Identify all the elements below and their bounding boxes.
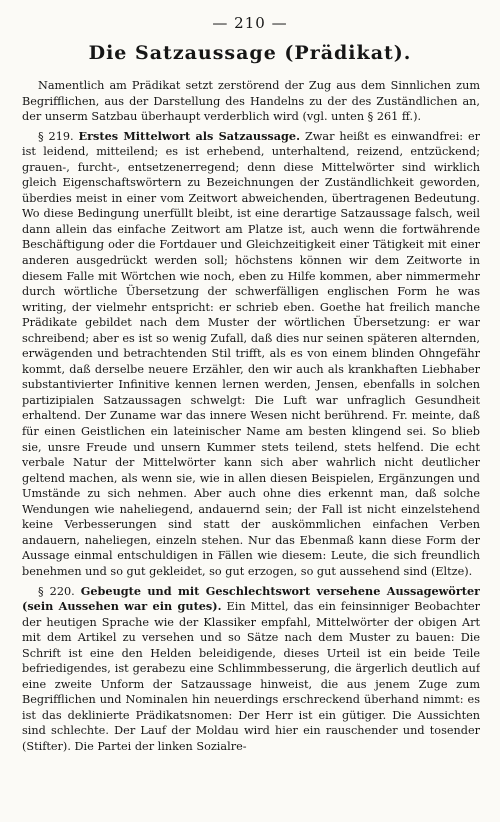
paragraph-section-220 (22, 584, 480, 755)
paragraph-text: Ein Mittel, das ein feinsinniger Beobachter der heutigen Sprache wie der Klassiker empfahl, Mittelwörter der obigen Art mit dem Artikel zu versehen und so Sätze nach dem Muster zu bauen: Die Schrift ist eine den Helden beleidigende, dieses Urteil ist ein beide Teile befriedigendes, ist gerabezu eine Schlimmbesserung, die ärgerlich deutlich auf eine zweite Unform der Satzaussage hinweist, die aus jenem Zuge zum Begrifflichen und Nominalen hin neuerdings erschreckend überhand nimmt: es ist das deklinierte Prädikatsnomen: Der Herr ist ein gütiger. Die Aussichten sind schlechte. Der Lauf der Moldau wird hier ein rauschender und tosender (Stifter). Die Partei der linken Sozialre- (22, 600, 480, 753)
section-number: § 219. (38, 129, 74, 143)
paragraph-text: Zwar heißt es einwandfrei: er ist leidend, mitteilend; es ist erhebend, unterhaltend, reizend, entzückend; grauen-, furcht-, entsetzenerregend; denn diese Mittelwörter sind wirklich gleich Eigenschaftswörtern zu Bezeichnungen der Zuständlichkeit geworden, überdies meist in einer vom Zeitwort abweichenden, übertragenen Bedeutung. Wo diese Bedingung unerfüllt bleibt, ist eine derartige Satzaussage falsch, weil dann allein das einfache Zeitwort am Platze ist, auch wenn die fortwährende Beschäftigung oder die Fortdauer und Gleichzeitigkeit einer Tätigkeit mit einer anderen ausgedrückt werden soll; höchstens können wir dem Zeitworte in diesem Falle mit Wörtchen wie noch, eben zu Hilfe kommen, aber nimmermehr durch wörtliche Übersetzung der schwerfälligen englischen Form he was writing, der vielmehr entspricht: er schrieb eben. Goethe hat freilich manche Prädikate gebildet nach dem Muster der wörtlichen Übersetzung: er war schreibend; aber es ist so wenig Zufall, daß dies nur seinen späteren alternden, erwägenden und betrachtenden Stil trifft, als es von einem blinden Ohngefähr kommt, daß derselbe neuere Erzähler, den wir auch als krankhaften Liebhaber substantivierter Infinitive kennen lernen werden, Jensen, ebenfalls in solchen partizipialen Satzaussagen schwelgt: Die Luft war unfraglich Gesundheit erhaltend. Der Zuname war das innere Wesen nicht berührend. Fr. meinte, daß für einen Geistlichen ein lateinischer Name am besten klingend sei. So blieb sie, unsre Freude und unsern Kummer stets teilend, stets helfend. Die echt verbale Natur der Mittelwörter kann sich aber wahrlich nicht deutlicher geltend machen, als wenn sie, wie in allen diesen Beispielen, Ergänzungen und Umstände zu sich nehmen. Aber auch ohne dies erkennt man, daß solche Wendungen wie naheliegend, andauernd sein; der Fall ist nicht einzelstehend keine Verbesserungen sind statt der auskömmlichen einfachen Verben andauern, naheliegen, einzeln stehen. Nur das Ebenmaß kann diese Form der Aussage einmal entschuldigen in Fällen wie diesem: Leute, die sich freundlich benehmen und so gut gekleidet, so gut erzogen, so gut aussehend sind (Eltze). (22, 129, 480, 578)
paragraph-section-219 (22, 129, 480, 580)
page-number: — 210 — (212, 14, 288, 32)
section-heading: Gebeugte und mit Geschlechtswort versehene Aussagewörter (sein Aussehen war ein gutes). (22, 583, 480, 614)
text-body (22, 78, 480, 755)
section-heading: Erstes Mittelwort als Satzaussage. (78, 128, 300, 143)
paragraph-intro (22, 78, 480, 125)
section-number: § 220. (38, 584, 75, 598)
paragraph-text: Namentlich am Prädikat setzt zerstörend der Zug aus dem Sinnlichen zum Begrifflichen, aus der Darstellung des Handelns zu der des Zuständlichen an, der unserm Satzbau überhaupt verderblich wird (vgl. unten § 261 ff.). (22, 79, 480, 124)
page-title: Die Satzaussage (Prädikat). (88, 42, 412, 64)
